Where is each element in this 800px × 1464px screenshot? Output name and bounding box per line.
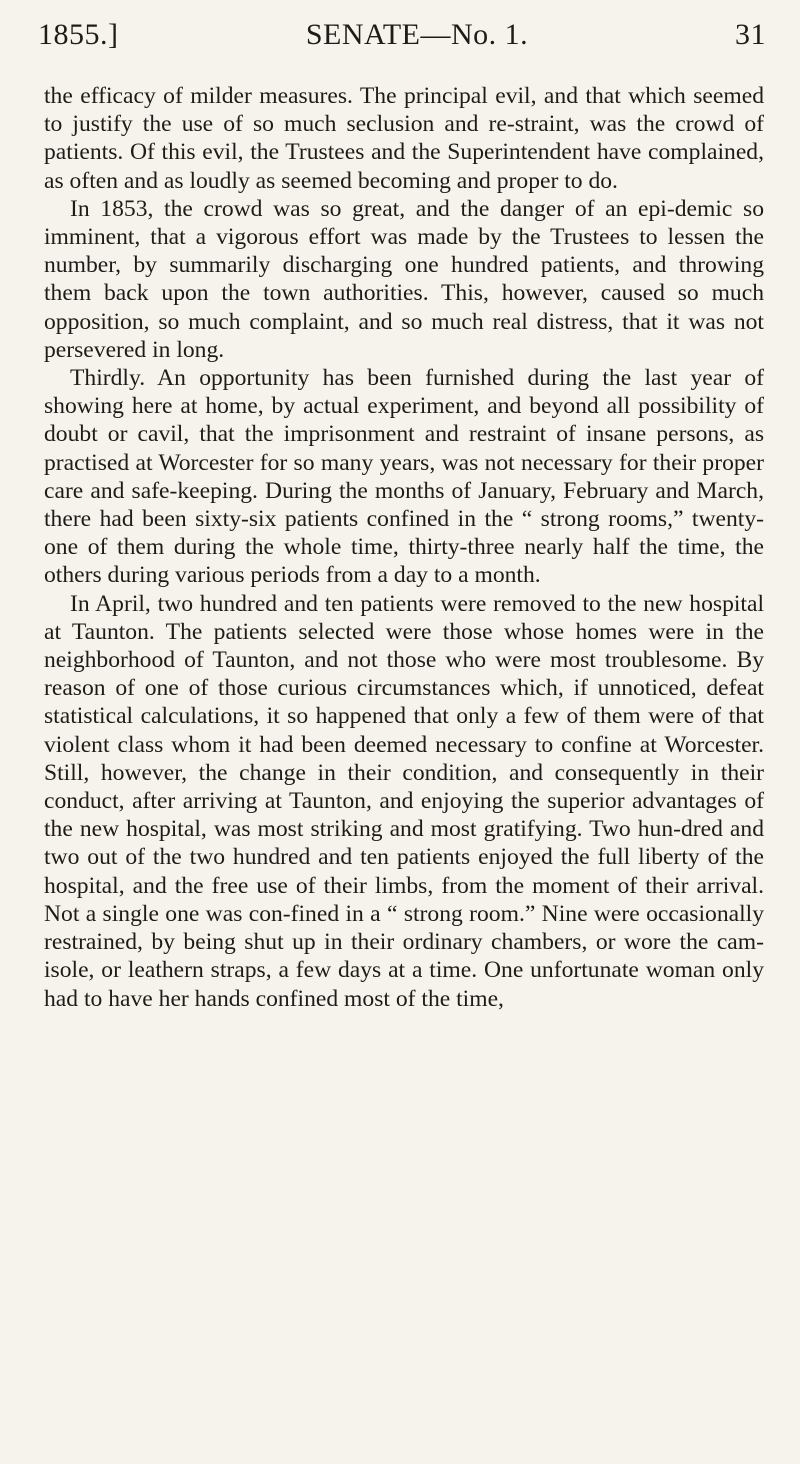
body-text	[44, 82, 764, 1013]
paragraph-2: In 1853, the crowd was so great, and the danger of an epi-demic so imminent, that a vigorous effort was made by the Trustees to lessen the number, by summarily discharging one hundred patients, and throwing them back upon the town authorities. This, however, caused so much opposition, so much complaint, and so much real distress, that it was not persevered in long.	[44, 195, 764, 363]
page-number: 31	[735, 18, 766, 51]
paragraph-4: In April, two hundred and ten patients were removed to the new hospital at Taunton. The patients selected were those whose homes were in the neighborhood of Taunton, and not those who were most troublesome. By reason of one of those curious circumstances which, if unnoticed, defeat statistical calculations, it so happened that only a few of them were of that violent class whom it had been deemed necessary to confine at Worcester. Still, however, the change in their condition, and consequently in their conduct, after arriving at Taunton, and enjoying the superior advantages of the new hospital, was most striking and most gratifying. Two hun-dred and two out of the two hundred and ten patients enjoyed the full liberty of the hospital, and the free use of their limbs, from the moment of their arrival. Not a single one was con-fined in a “ strong room.” Nine were occasionally restrained, by being shut up in their ordinary chambers, or wore the cam-isole, or leathern straps, a few days at a time. One unfortunate woman only had to have her hands confined most of the time,	[44, 590, 764, 1012]
paragraph-3: Thirdly. An opportunity has been furnished during the last year of showing here at home, by actual experiment, and beyond all possibility of doubt or cavil, that the imprisonment and restraint of insane persons, as practised at Worcester for so many years, was not necessary for their proper care and safe-keeping. During the months of January, February and March, there had been sixty-six patients confined in the “ strong rooms,” twenty-one of them during the whole time, thirty-three nearly half the time, the others during various periods from a day to a month.	[44, 365, 764, 589]
paragraph-1: the efficacy of milder measures. The principal evil, and that which seemed to justify the use of so much seclusion and re-straint, was the crowd of patients. Of this evil, the Trustees and the Superintendent have complained, as often and as loudly as seemed becoming and proper to do.	[44, 83, 764, 194]
header-title: SENATE—No. 1.	[305, 18, 529, 51]
running-header	[38, 18, 766, 62]
header-year: 1855.]	[38, 18, 119, 51]
